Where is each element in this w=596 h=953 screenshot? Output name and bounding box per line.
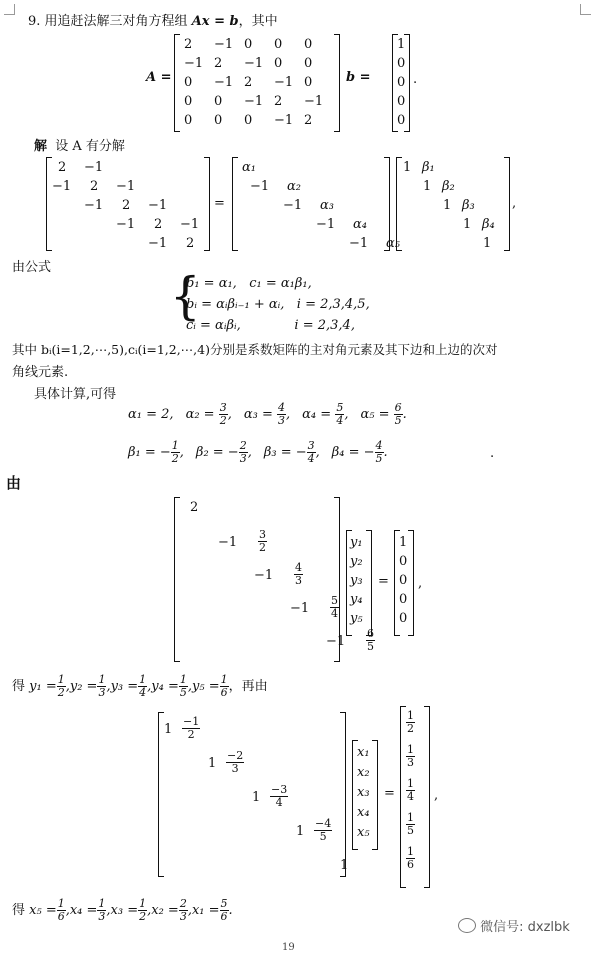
x-vector-cell: x₅ [357, 825, 370, 840]
matrix-A-cell: −1 [184, 56, 204, 71]
U-system-sup-cell: $\frac{-3}{4}$ [271, 783, 288, 809]
L-system-bracket-left [174, 497, 180, 662]
L-rhs-cell: 0 [399, 592, 408, 607]
matrix-A-cell: 0 [184, 113, 193, 128]
matrix-A-cell: 2 [184, 37, 193, 52]
tri-matrix-cell: −1 [116, 217, 136, 232]
y-vector-cell: y₂ [350, 554, 363, 569]
formula-line-1: b₁ = α₁, c₁ = α₁β₁, [186, 276, 312, 291]
U-system-sup-cell: $\frac{-4}{5}$ [315, 817, 332, 843]
explanation-line-1: 其中 bᵢ(i=1,2,⋯,5),cᵢ(i=1,2,⋯,4)分别是系数矩阵的主对角元素及其下边和上边的次对 [12, 342, 498, 357]
U-system-sup-cell: $\frac{-2}{3}$ [227, 749, 244, 775]
matrix-A-cell: 0 [214, 94, 223, 109]
L-rhs-bracket-right [408, 530, 414, 636]
matrix-A-cell: 0 [304, 75, 313, 90]
comma-2: , [418, 576, 423, 591]
y-vector-cell: y₅ [350, 611, 363, 626]
matrix-A-cell: 0 [184, 75, 193, 90]
L-system-sub-cell: −1 [290, 601, 310, 616]
tri-matrix-cell: 2 [154, 217, 163, 232]
L-sub-cell: −1 [250, 179, 270, 194]
L-matrix-bracket-left [232, 157, 238, 251]
matrix-A-cell: 0 [184, 94, 193, 109]
U-system-diag-cell: 1 [296, 824, 305, 839]
U-rhs-cell: $\frac{1}{3}$ [407, 743, 414, 769]
L-rhs-cell: 1 [399, 535, 408, 550]
you-label: 由 [6, 474, 22, 492]
vector-b-cell: 0 [397, 56, 406, 71]
x-vector-cell: x₂ [357, 765, 370, 780]
matrix-A-cell: −1 [244, 56, 264, 71]
U-rhs-cell: $\frac{1}{2}$ [407, 709, 414, 735]
equals-sign-3: = [384, 786, 395, 801]
comma-3: , [434, 788, 439, 803]
matrix-A-cell: 2 [274, 94, 283, 109]
equals-sign-2: = [378, 574, 389, 589]
tri-matrix-cell: 2 [58, 160, 67, 175]
crop-mark-top-left [4, 4, 15, 15]
matrix-A-cell: 0 [244, 113, 253, 128]
beta-values: β₁ = − $\frac{1}{2}$ , β₂ = − $\frac{2}{3}$ , β₃ = − $\frac{3}{4}$ , β₄ = − $\frac{4}{5}$ . [128, 439, 388, 465]
matrix-A-cell: 0 [274, 37, 283, 52]
y-vector-cell: y₁ [350, 535, 363, 550]
U-system-diag-cell: 1 [252, 790, 261, 805]
tri-matrix-bracket-left [46, 157, 52, 251]
L-system-diag-cell: 2 [190, 500, 199, 515]
formula-line-3: cᵢ = αᵢβᵢ, i = 2,3,4, [186, 318, 355, 333]
comma-1: , [512, 196, 517, 211]
L-system-sub-cell: −1 [326, 634, 346, 649]
L-sub-cell: −1 [349, 236, 369, 251]
stray-dot: . [490, 446, 495, 461]
vector-b-label: b = [346, 70, 371, 85]
U-sup-cell: β₃ [462, 198, 475, 213]
L-system-sub-cell: −1 [218, 535, 238, 550]
U-sup-cell: β₂ [442, 179, 455, 194]
U-rhs-cell: $\frac{1}{5}$ [407, 811, 414, 837]
L-diag-cell: α₃ [320, 198, 334, 213]
x-vector-cell: x₁ [357, 745, 370, 760]
U-rhs-cell: $\frac{1}{4}$ [407, 777, 414, 803]
matrix-A-cell: 0 [214, 113, 223, 128]
x-vector-cell: x₄ [357, 805, 370, 820]
L-system-sub-cell: −1 [254, 568, 274, 583]
formula-intro: 由公式 [12, 260, 52, 275]
U-system-bracket-right [340, 712, 349, 877]
tri-matrix-cell: 2 [90, 179, 99, 194]
U-diag-cell: 1 [403, 160, 412, 175]
L-rhs-cell: 0 [399, 573, 408, 588]
U-diag-cell: 1 [423, 179, 432, 194]
L-system-diag-cell: $\frac{3}{2}$ [259, 528, 266, 554]
matrix-A-label: A = [146, 70, 172, 85]
tri-matrix-bracket-right [204, 157, 210, 251]
U-diag-cell: 1 [443, 198, 452, 213]
matrix-A-cell: −1 [274, 113, 294, 128]
L-diag-cell: α₂ [287, 179, 301, 194]
matrix-A-cell: −1 [304, 94, 324, 109]
alpha-values: α₁ = 2, α₂ = $\frac{3}{2}$ , α₃ = $\frac{4}{3}$ , α₄ = $\frac{5}{4}$ , α₅ = $\frac{6}{5}$ . [128, 401, 407, 427]
tri-matrix-cell: 2 [122, 198, 131, 213]
U-diag-cell: 1 [483, 236, 492, 251]
matrix-A-cell: 2 [304, 113, 313, 128]
L-sub-cell: −1 [283, 198, 303, 213]
x-result: 得 x₅ = $\frac{1}{6}$ ,x₄ = $\frac{1}{3}$ ,x₃ = $\frac{1}{2}$ ,x₂ = $\frac{2}{3}$ ,x₁ = $\frac{5}{6}$ . [12, 897, 233, 923]
matrix-A-bracket-right [334, 34, 340, 132]
tri-matrix-cell: −1 [148, 198, 168, 213]
vector-b-period: . [413, 72, 418, 87]
U-rhs-cell: $\frac{1}{6}$ [407, 845, 414, 871]
y-vector-cell: y₃ [350, 573, 363, 588]
matrix-A-bracket-left [174, 34, 180, 132]
matrix-A-cell: −1 [244, 94, 264, 109]
tri-matrix-cell: −1 [84, 160, 104, 175]
explanation-line-2: 角线元素. [12, 365, 69, 380]
L-diag-cell: α₁ [242, 160, 256, 175]
vector-b-cell: 0 [397, 75, 406, 90]
matrix-A-cell: −1 [274, 75, 294, 90]
U-matrix-bracket-right [504, 157, 510, 251]
L-rhs-cell: 0 [399, 554, 408, 569]
L-rhs-cell: 0 [399, 611, 408, 626]
L-sub-cell: −1 [316, 217, 336, 232]
matrix-A-cell: 0 [304, 37, 313, 52]
tri-matrix-cell: −1 [180, 217, 200, 232]
calc-intro: 具体计算,可得 [34, 387, 117, 402]
matrix-A-cell: 0 [244, 37, 253, 52]
U-system-diag-cell: 1 [164, 722, 173, 737]
vector-b-cell: 0 [397, 113, 406, 128]
L-system-diag-cell: $\frac{5}{4}$ [331, 594, 338, 620]
U-system-diag-cell: 1 [208, 756, 217, 771]
crop-mark-top-right [580, 4, 591, 15]
page-number: 19 [282, 942, 295, 953]
matrix-A-cell: 2 [214, 56, 223, 71]
equals-sign-1: = [214, 196, 225, 211]
matrix-A-cell: −1 [214, 75, 234, 90]
L-diag-cell: α₄ [353, 217, 367, 232]
L-diag-cell: α₅ [386, 236, 400, 251]
L-system-diag-cell: $\frac{4}{3}$ [295, 561, 302, 587]
U-system-sup-cell: $\frac{-1}{2}$ [183, 715, 200, 741]
U-rhs-bracket-right [424, 706, 430, 888]
tri-matrix-cell: −1 [84, 198, 104, 213]
y-vector-bracket-right [366, 530, 372, 636]
matrix-A-cell: 2 [244, 75, 253, 90]
matrix-A-cell: −1 [214, 37, 234, 52]
problem-statement: 9. 用追赶法解三对角方程组 Ax = b，其中 [28, 14, 278, 29]
vector-b-cell: 0 [397, 94, 406, 109]
watermark: 微信号: dxzlbk [458, 916, 570, 935]
U-sup-cell: β₄ [482, 217, 495, 232]
tri-matrix-cell: −1 [116, 179, 136, 194]
formula-line-2: bᵢ = αᵢβᵢ₋₁ + αᵢ, i = 2,3,4,5, [186, 297, 370, 312]
wechat-icon [458, 918, 476, 933]
formula-brace: { [170, 266, 201, 326]
L-system-diag-cell: $\frac{6}{5}$ [367, 627, 374, 653]
tri-matrix-cell: −1 [52, 179, 72, 194]
x-vector-bracket-right [372, 740, 378, 850]
U-diag-cell: 1 [463, 217, 472, 232]
matrix-A-cell: 0 [274, 56, 283, 71]
U-system-diag-cell: 1 [340, 858, 349, 873]
U-sup-cell: β₁ [422, 160, 435, 175]
solution-intro: 解 设 A 有分解 [34, 139, 125, 154]
y-vector-cell: y₄ [350, 592, 363, 607]
x-vector-cell: x₃ [357, 785, 370, 800]
y-result: 得 y₁ = $\frac{1}{2}$ ,y₂ = $\frac{1}{3}$ ,y₃ = $\frac{1}{4}$ ,y₄ = $\frac{1}{5}$ ,y₅ = $\frac{1}{6}$ ，再由 [12, 673, 268, 699]
tri-matrix-cell: 2 [186, 236, 195, 251]
vector-b-cell: 1 [397, 37, 406, 52]
matrix-A-cell: 0 [304, 56, 313, 71]
tri-matrix-cell: −1 [148, 236, 168, 251]
